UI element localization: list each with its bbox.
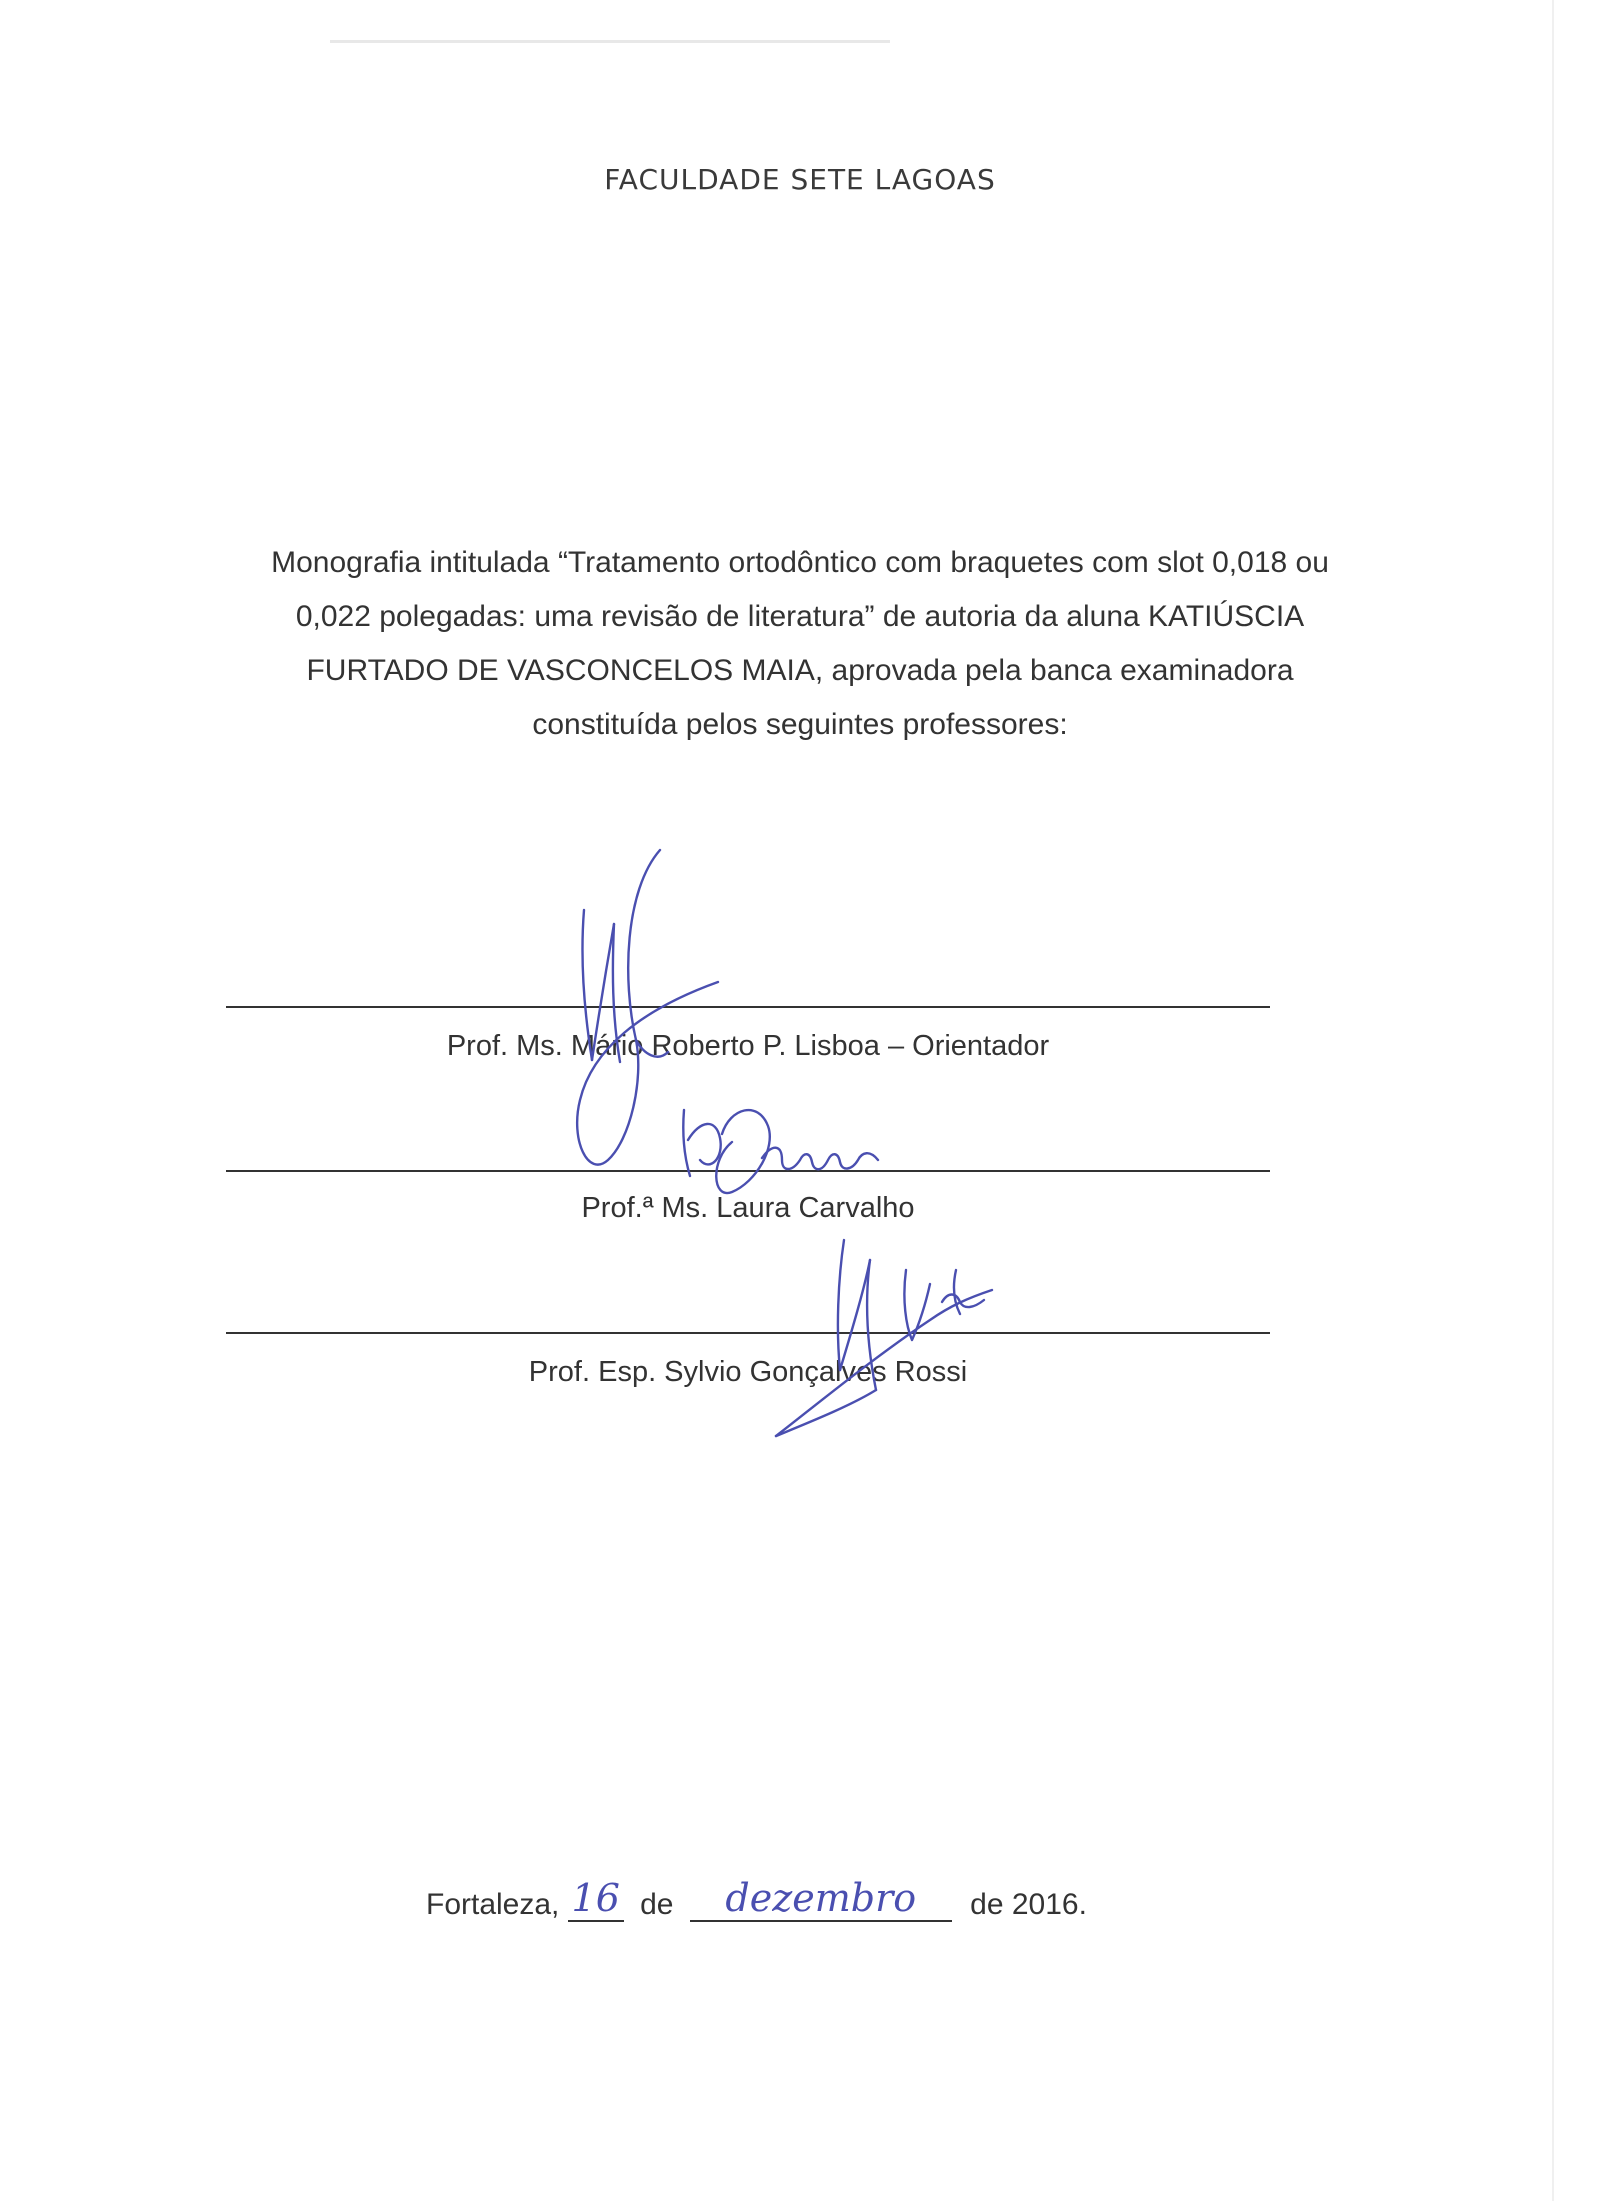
examiner-1-label: Prof. Ms. Mário Roberto P. Lisboa – Orientador [446, 1030, 1050, 1062]
approval-statement [170, 536, 1430, 752]
closing-city: Fortaleza, [426, 1888, 560, 1921]
approval-line-1: Monografia intitulada “Tratamento ortodôntico com braquetes com slot 0,018 ou [271, 546, 1329, 579]
signature-line-1 [226, 1006, 1270, 1008]
signature-line-2 [226, 1170, 1270, 1172]
scan-artifact-right-edge [1552, 0, 1554, 2201]
approval-line-3: FURTADO DE VASCONCELOS MAIA, aprovada pela banca examinadora [306, 654, 1294, 687]
scan-artifact-top [330, 40, 890, 43]
examiner-2-label: Prof.ª Ms. Laura Carvalho [581, 1192, 915, 1224]
closing-de-1: de [640, 1888, 674, 1921]
signature-3-image [760, 1210, 1030, 1440]
approval-line-4: constituída pelos seguintes professores: [532, 708, 1068, 741]
date-month-field [690, 1876, 952, 1922]
date-day-handwritten: 16 [571, 1876, 620, 1920]
date-month-handwritten: dezembro [725, 1876, 917, 1920]
examiner-3-label: Prof. Esp. Sylvio Gonçalves Rossi [528, 1356, 968, 1388]
closing-year: de 2016. [970, 1888, 1087, 1921]
closing-date [426, 1876, 1087, 1926]
signature-line-3 [226, 1332, 1270, 1334]
signature-1-image [540, 840, 740, 1170]
date-day-field [568, 1876, 624, 1922]
approval-line-2: 0,022 polegadas: uma revisão de literatura” de autoria da aluna KATIÚSCIA [295, 600, 1305, 633]
institution-name: FACULDADE SETE LAGOAS [604, 163, 996, 196]
